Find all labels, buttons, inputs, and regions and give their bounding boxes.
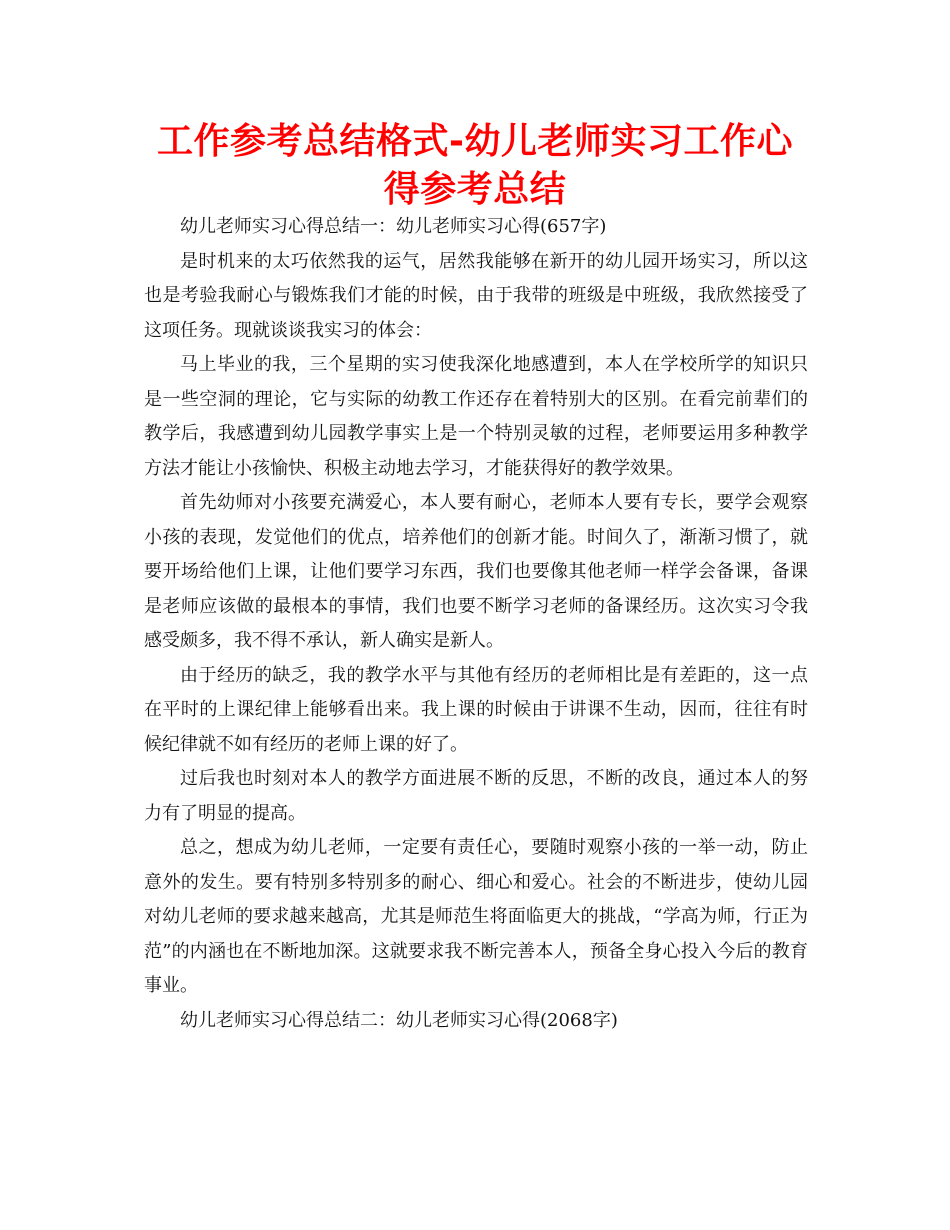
paragraph: 首先幼师对小孩要充满爱心，本人要有耐心，老师本人要有专长，要学会观察小孩的表现，发觉他们的优点，培养他们的创新才能。时间久了，渐渐习惯了，就要开场给他们上课，让他们要学习东西，我们也要像其他老师一样学会备课，备课是老师应该做的最根本的事情，我们也要不断学习老师的备课经历。这次实习令我感受颇多，我不得不承认，新人确实是新人。	[144, 492, 808, 651]
paragraph: 是时机来的太巧依然我的运气，居然我能够在新开的幼儿园开场实习，所以这也是考验我耐心与锻炼我们才能的时候，由于我带的班级是中班级，我欣然接受了这项任务。现就谈谈我实习的体会：	[144, 250, 808, 341]
paragraph: 由于经历的缺乏，我的教学水平与其他有经历的老师相比是有差距的，这一点在平时的上课纪律上能够看出来。我上课的时候由于讲课不生动，因而，往往有时候纪律就不如有经历的老师上课的好了。	[144, 664, 808, 755]
document-title: 工作参考总结格式-幼儿老师实习工作心得参考总结	[157, 121, 793, 210]
section-heading-1: 幼儿老师实习心得总结一：幼儿老师实习心得(657字)	[180, 216, 607, 237]
section-heading-2: 幼儿老师实习心得总结二：幼儿老师实习心得(2068字)	[180, 1009, 618, 1031]
paragraph: 过后我也时刻对本人的教学方面进展不断的反思，不断的改良，通过本人的努力有了明显的提高。	[144, 768, 808, 824]
paragraph: 马上毕业的我，三个星期的实习使我深化地感遭到，本人在学校所学的知识只是一些空洞的理论，它与实际的幼教工作还存在着特别大的区别。在看完前辈们的教学后，我感遭到幼儿园教学事实上是一个特别灵敏的过程，老师要运用多种教学方法才能让小孩愉快、积极主动地去学习，才能获得好的教学效果。	[144, 354, 808, 479]
document-body	[144, 210, 808, 1038]
paragraph: 总之，想成为幼儿老师，一定要有责任心，要随时观察小孩的一举一动，防止意外的发生。要有特别多特别多的耐心、细心和爱心。社会的不断进步，使幼儿园对幼儿老师的要求越来越高，尤其是师范生将面临更大的挑战，“学高为师，行正为范”的内涵也在不断地加深。这就要求我不断完善本人，预备全身心投入今后的教育事业。	[144, 837, 808, 996]
